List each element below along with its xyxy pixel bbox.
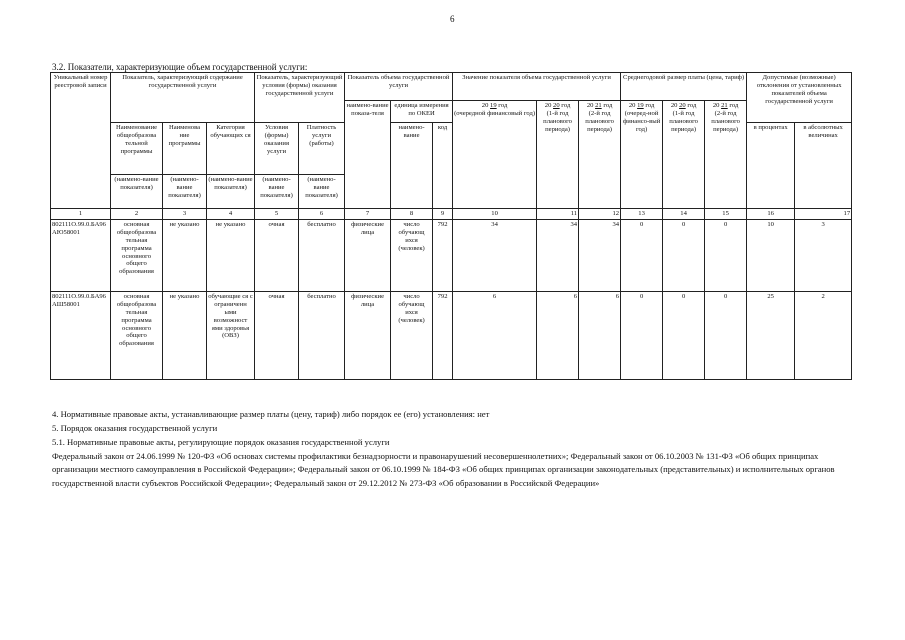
row-v20: 34	[537, 219, 579, 291]
header-percent: в процентах	[747, 123, 795, 209]
row-v21: 34	[579, 219, 621, 291]
col-num: 7	[345, 209, 391, 220]
placeholder-a: (наимено-вание показателя)	[111, 175, 163, 209]
col-num: 2	[111, 209, 163, 220]
col-num: 5	[255, 209, 299, 220]
header-unique-number: Уникальный номер реестровой записи	[51, 73, 111, 209]
placeholder-b: (наимено-вание показателя)	[163, 175, 207, 209]
row-v20: 6	[537, 291, 579, 379]
header-avg-fee: Среднегодовой размер платы (цена, тариф)	[621, 73, 747, 101]
vol-col-21: 20 21 год (2-й год планового периода)	[579, 101, 621, 209]
row-indicator: физические лица	[345, 291, 391, 379]
col-num: 13	[621, 209, 663, 220]
col-num: 1	[51, 209, 111, 220]
header-conditions-indicator: Показатель, характеризующий условия (формы) оказания государственной услуги	[255, 73, 345, 123]
row-pct: 25	[747, 291, 795, 379]
row-program-name: не указано	[163, 291, 207, 379]
col-num: 12	[579, 209, 621, 220]
col-num: 8	[391, 209, 433, 220]
row-f19: 0	[621, 291, 663, 379]
row-v19: 34	[453, 219, 537, 291]
row-id: 802111О.99.0.БА96АЮ58001	[51, 219, 111, 291]
row-category: обучающие ся с ограниченн ыми возможност ями здоровья (ОВЗ)	[207, 291, 255, 379]
col-num: 6	[299, 209, 345, 220]
vol-col-19: 20 19 год (очередной финансовый год)	[453, 101, 537, 209]
row-f20: 0	[663, 291, 705, 379]
row-f20: 0	[663, 219, 705, 291]
col-num: 14	[663, 209, 705, 220]
row-code: 792	[433, 291, 453, 379]
placeholder-e: (наимено-вание показателя)	[299, 175, 345, 209]
row-v19: 6	[453, 291, 537, 379]
header-sub3: Категория обучающих ся	[207, 123, 255, 175]
paragraph-4: 4. Нормативные правовые акты, устанавливающие размер платы (цену, тариф) либо порядок ее (его) установления: нет	[52, 409, 490, 419]
row-f19: 0	[621, 219, 663, 291]
section-title: 3.2. Показатели, характеризующие объем государственной услуги:	[52, 62, 308, 72]
row-abs: 3	[795, 219, 852, 291]
row-unit: число обучающ ихся (человек)	[391, 219, 433, 291]
row-program: основная общеобразова тельная программа основного общего образования	[111, 219, 163, 291]
row-program-name: не указано	[163, 219, 207, 291]
row-category: не указано	[207, 219, 255, 291]
row-pct: 10	[747, 219, 795, 291]
col-num: 16	[747, 209, 795, 220]
header-sub2: Наименова ние программы	[163, 123, 207, 175]
row-form: очная	[255, 219, 299, 291]
row-payment: бесплатно	[299, 291, 345, 379]
laws-text: Федеральный закон от 24.06.1999 № 120-ФЗ «Об основах системы профилактики безнадзорности и правонарушений несовершеннолетних»; Федеральный закон от 06.10.2003 № 131-ФЗ «Об общих принципах организации местного самоуправления в Российской Федерации»; Федеральный закон от 06.10.1999 № 184-ФЗ «Об общих принципах организации законодательных (представительных) и исполнительных органов государственной власти субъектов Российской Федерации»; Федеральный закон от 29.12.2012 № 273-ФЗ «Об образовании в Российской Федерации»	[52, 451, 835, 488]
col-num: 4	[207, 209, 255, 220]
page-number: 6	[450, 14, 455, 24]
row-id: 802111О.99.0.БА96АШ58001	[51, 291, 111, 379]
col-num: 3	[163, 209, 207, 220]
row-program: основная общеобразова тельная программа основного общего образования	[111, 291, 163, 379]
header-deviations: Допустимые (возможные) отклонения от установленных показателей объема государственной услуги	[747, 73, 852, 123]
row-f21: 0	[705, 219, 747, 291]
row-payment: бесплатно	[299, 219, 345, 291]
col-num: 10	[453, 209, 537, 220]
row-v21: 6	[579, 291, 621, 379]
fee-col-21: 20 21 год (2-й год планового периода)	[705, 101, 747, 209]
row-code: 792	[433, 219, 453, 291]
placeholder-d: (наимено-вание показателя)	[255, 175, 299, 209]
row-indicator: физические лица	[345, 219, 391, 291]
header-indicator-name: наимено-вание показа-теля	[345, 101, 391, 209]
volume-indicators-table	[50, 72, 852, 380]
paragraph-5-1: 5.1. Нормативные правовые акты, регулирующие порядок оказания государственной услуги	[52, 437, 390, 447]
header-volume-value: Значение показателя объема государственной услуги	[453, 73, 621, 101]
table-row	[51, 291, 852, 379]
col-num: 9	[433, 209, 453, 220]
header-sub5: Платность услуги (работы)	[299, 123, 345, 175]
row-form: очная	[255, 291, 299, 379]
header-sub1: Наименование общеобразова тельной программы	[111, 123, 163, 175]
header-sub4: Условия (формы) оказания услуги	[255, 123, 299, 175]
header-absolute: в абсолютных величинах	[795, 123, 852, 209]
paragraph-5: 5. Порядок оказания государственной услуги	[52, 423, 218, 433]
table-row	[51, 219, 852, 291]
header-volume-indicator: Показатель объема государственной услуги	[345, 73, 453, 101]
col-num: 11	[537, 209, 579, 220]
header-unit-name: наимено-вание	[391, 123, 433, 209]
header-unit-code: код	[433, 123, 453, 209]
col-num: 17	[795, 209, 852, 220]
fee-col-19: 20 19 год (очеред-ной финансо-вый год)	[621, 101, 663, 209]
header-unit: единица измерения по ОКЕИ	[391, 101, 453, 123]
row-f21: 0	[705, 291, 747, 379]
fee-col-20: 20 20 год (1-й год планового периода)	[663, 101, 705, 209]
col-num: 15	[705, 209, 747, 220]
placeholder-c: (наимено-вание показателя)	[207, 175, 255, 209]
row-abs: 2	[795, 291, 852, 379]
header-content-indicator: Показатель, характеризующий содержание государственной услуги	[111, 73, 255, 123]
row-unit: число обучающ ихся (человек)	[391, 291, 433, 379]
vol-col-20: 20 20 год (1-й год планового периода)	[537, 101, 579, 209]
